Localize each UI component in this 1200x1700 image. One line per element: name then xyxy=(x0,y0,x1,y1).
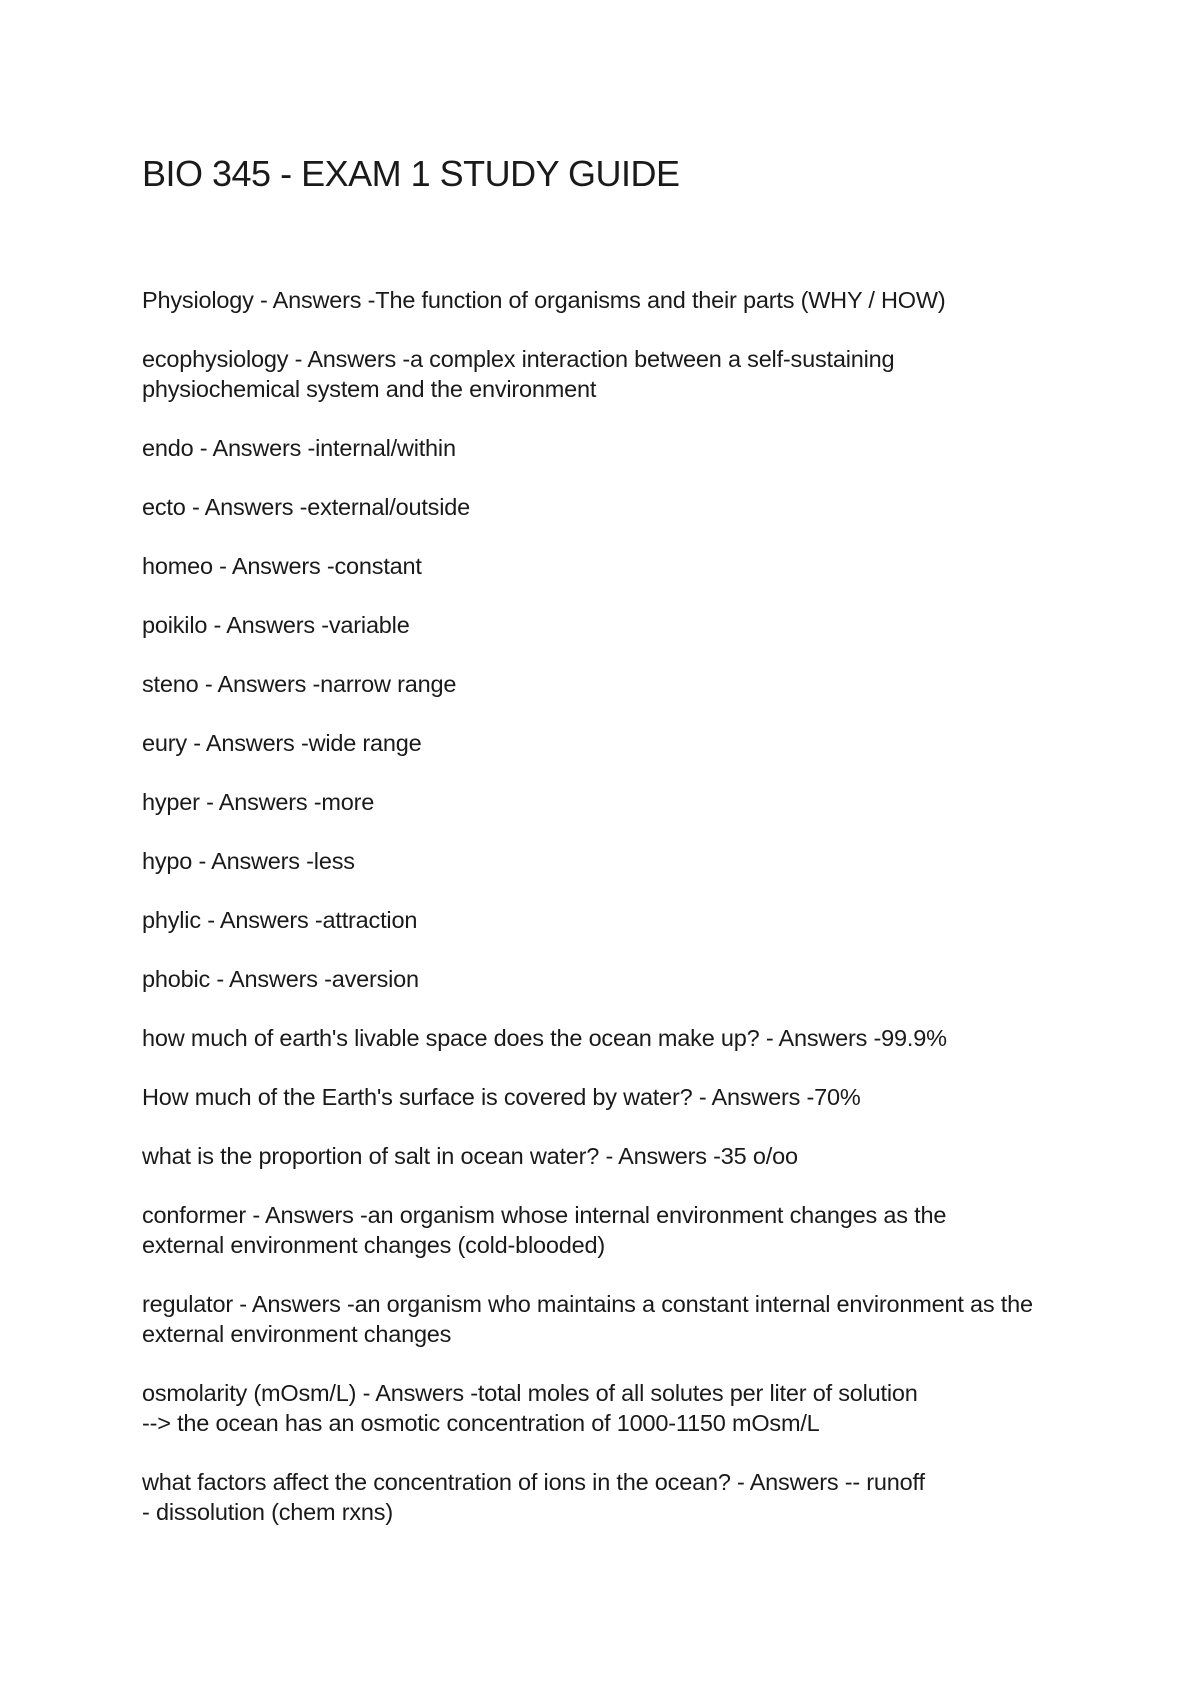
entry-line: regulator - Answers -an organism who maintains a constant internal environment as the xyxy=(142,1291,1033,1317)
entry-earth-surface-water xyxy=(142,1082,1102,1112)
entry-line: hypo - Answers -less xyxy=(142,848,355,874)
page-title: BIO 345 - EXAM 1 STUDY GUIDE xyxy=(142,153,680,194)
entry-hypo xyxy=(142,846,1102,876)
entry-phylic xyxy=(142,905,1102,935)
entry-line: eury - Answers -wide range xyxy=(142,730,422,756)
entry-line: How much of the Earth's surface is covered by water? - Answers -70% xyxy=(142,1084,861,1110)
entry-line: what is the proportion of salt in ocean water? - Answers -35 o/oo xyxy=(142,1143,798,1169)
entry-line: poikilo - Answers -variable xyxy=(142,612,410,638)
entry-line: - dissolution (chem rxns) xyxy=(142,1499,393,1525)
entry-line: homeo - Answers -constant xyxy=(142,553,422,579)
entry-homeo xyxy=(142,551,1102,581)
entry-ecto xyxy=(142,492,1102,522)
entry-regulator xyxy=(142,1289,1102,1349)
entry-line: phobic - Answers -aversion xyxy=(142,966,419,992)
entry-line: conformer - Answers -an organism whose internal environment changes as the xyxy=(142,1202,947,1228)
study-guide-entries xyxy=(142,285,1102,1556)
entry-line: ecto - Answers -external/outside xyxy=(142,494,470,520)
entry-hyper xyxy=(142,787,1102,817)
entry-steno xyxy=(142,669,1102,699)
entry-line: ecophysiology - Answers -a complex interaction between a self-sustaining xyxy=(142,346,895,372)
entry-line: endo - Answers -internal/within xyxy=(142,435,456,461)
entry-line: phylic - Answers -attraction xyxy=(142,907,418,933)
entry-ecophysiology xyxy=(142,344,1102,404)
entry-line: physiochemical system and the environment xyxy=(142,376,597,402)
entry-physiology xyxy=(142,285,1102,315)
entry-ocean-livable-space xyxy=(142,1023,1102,1053)
entry-line: --> the ocean has an osmotic concentration of 1000-1150 mOsm/L xyxy=(142,1410,820,1436)
entry-line: hyper - Answers -more xyxy=(142,789,375,815)
entry-ion-concentration-factors xyxy=(142,1467,1102,1527)
entry-phobic xyxy=(142,964,1102,994)
entry-eury xyxy=(142,728,1102,758)
entry-line: osmolarity (mOsm/L) - Answers -total moles of all solutes per liter of solution xyxy=(142,1380,918,1406)
entry-line: what factors affect the concentration of ions in the ocean? - Answers -- runoff xyxy=(142,1469,925,1495)
entry-line: external environment changes (cold-blooded) xyxy=(142,1232,605,1258)
entry-salt-proportion xyxy=(142,1141,1102,1171)
entry-osmolarity xyxy=(142,1378,1102,1438)
entry-line: how much of earth's livable space does the ocean make up? - Answers -99.9% xyxy=(142,1025,947,1051)
entry-conformer xyxy=(142,1200,1102,1260)
entry-poikilo xyxy=(142,610,1102,640)
entry-line: steno - Answers -narrow range xyxy=(142,671,457,697)
entry-line: external environment changes xyxy=(142,1321,452,1347)
entry-endo xyxy=(142,433,1102,463)
entry-line: Physiology - Answers -The function of organisms and their parts (WHY / HOW) xyxy=(142,287,946,313)
